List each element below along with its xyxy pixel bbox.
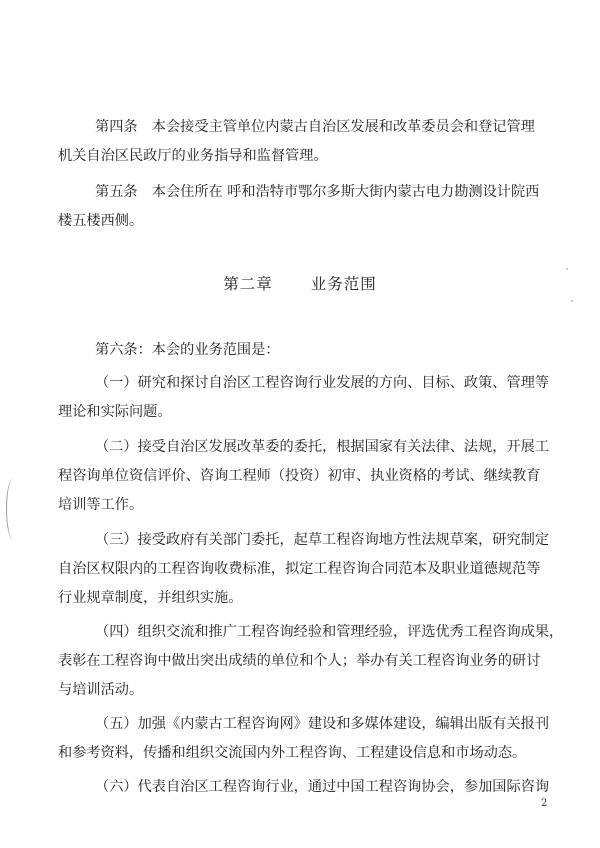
scan-artifact-dot — [571, 300, 573, 302]
article-5-line-1: 第五条 本会住所在 呼和浩特市鄂尔多斯大街内蒙古电力勘测设计院西 — [95, 184, 540, 200]
item-6-line-1: （六）代表自治区工程咨询行业，通过中国工程咨询协会，参加国际咨询 — [95, 779, 550, 795]
article-4-line-1: 第四条 本会接受主管单位内蒙古自治区发展和改革委员会和登记管理 — [95, 119, 535, 135]
item-3-line-1: （三）接受政府有关部门委托，起草工程咨询地方性法规草案，研究制定 — [95, 532, 550, 548]
article-4-line-2: 机关自治区民政厅的业务指导和监督管理。 — [58, 148, 328, 164]
item-1-line-2: 理论和实际问题。 — [58, 404, 172, 420]
scan-artifact-bracket — [6, 478, 21, 540]
chapter-number: 第二章 — [223, 275, 273, 293]
item-4-line-3: 与培训活动。 — [58, 682, 144, 698]
item-5-line-1: （五）加强《内蒙古工程咨询网》建设和多媒体建设，编辑出版有关报刊 — [95, 716, 550, 732]
chapter-title: 业务范围 — [310, 275, 377, 293]
scan-artifact-dot — [566, 268, 568, 270]
item-3-line-3: 行业规章制度，并组织实施。 — [58, 590, 243, 606]
item-4-line-2: 表彰在工程咨询中做出突出成绩的单位和个人；举办有关工程咨询业务的研讨 — [58, 653, 541, 669]
item-2-line-3: 培训等工作。 — [58, 497, 144, 513]
page-number: 2 — [541, 798, 548, 809]
item-5-line-2: 和参考资料，传播和组织交流国内外工程咨询、工程建设信息和市场动态。 — [58, 745, 527, 761]
article-6-intro: 第六条：本会的业务范围是： — [95, 342, 280, 358]
item-2-line-1: （二）接受自治区发展改革委的委托，根据国家有关法律、法规，开展工 — [95, 439, 550, 455]
item-2-line-2: 程咨询单位资信评价、咨询工程师（投资）初审、执业资格的考试、继续教育 — [58, 468, 541, 484]
item-4-line-1: （四）组织交流和推广工程咨询经验和管理经验，评选优秀工程咨询成果， — [95, 624, 564, 640]
chapter-heading — [0, 272, 600, 294]
article-5-line-2: 楼五楼西侧。 — [58, 213, 144, 229]
item-3-line-2: 自治区权限内的工程咨询收费标准，拟定工程咨询合同范本及职业道德规范等 — [58, 561, 541, 577]
item-1-line-1: （一）研究和探讨自治区工程咨询行业发展的方向、目标、政策、管理等 — [95, 375, 550, 391]
